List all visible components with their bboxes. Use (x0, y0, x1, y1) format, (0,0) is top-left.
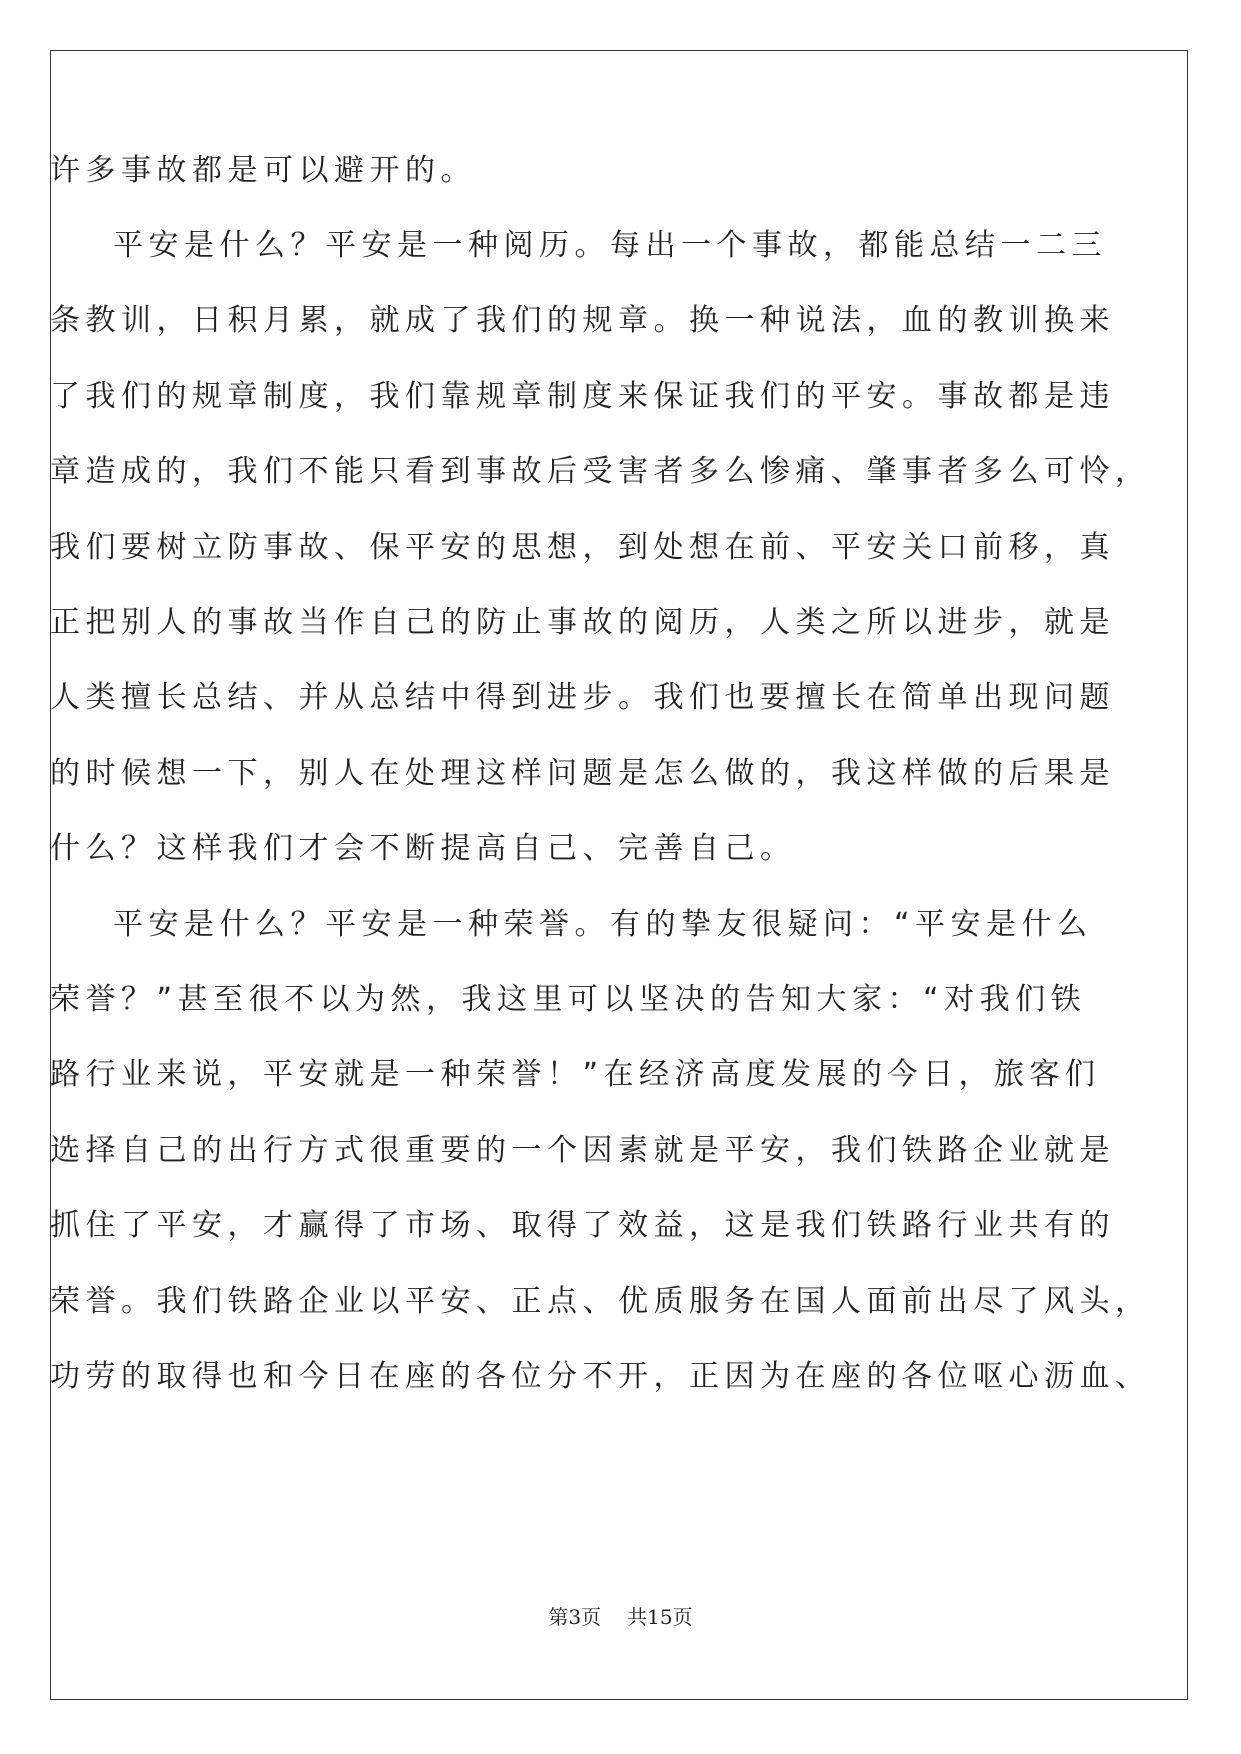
text-line: 荣誉？”甚至很不以为然，我这里可以坚决的告知大家：“对我们铁 (50, 982, 1087, 1017)
text-line: 选择自己的出行方式很重要的一个因素就是平安，我们铁路企业就是 (50, 1133, 1115, 1168)
text-line: 人类擅长总结、并从总结中得到进步。我们也要擅长在简单出现问题 (50, 680, 1115, 715)
text-line: 正把别人的事故当作自己的防止事故的阅历，人类之所以进步，就是 (50, 605, 1115, 640)
text-line: 抓住了平安，才赢得了市场、取得了效益，这是我们铁路行业共有的 (50, 1208, 1115, 1243)
text-line: 我们要树立防事故、保平安的思想，到处想在前、平安关口前移，真 (50, 530, 1115, 565)
text-line-paragraph-start: 平安是什么？平安是一种荣誉。有的挚友很疑问：“平安是什么 (113, 907, 1093, 942)
text-line: 功劳的取得也和今日在座的各位分不开，正因为在座的各位呕心沥血、 (50, 1359, 1151, 1394)
page-footer (0, 1604, 1241, 1630)
text-line: 什么？这样我们才会不断提高自己、完善自己。 (50, 831, 796, 866)
text-line: 章造成的，我们不能只看到事故后受害者多么惨痛、肇事者多么可怜， (50, 454, 1151, 489)
text-line: 路行业来说，平安就是一种荣誉！”在经济高度发展的今日，旅客们 (50, 1057, 1101, 1092)
text-line: 荣誉。我们铁路企业以平安、正点、优质服务在国人面前出尽了风头， (50, 1284, 1151, 1319)
page-number-current: 第3页 (548, 1605, 602, 1629)
text-line: 许多事故都是可以避开的。 (50, 153, 476, 188)
page-frame (50, 50, 1188, 1700)
page-number-total: 共15页 (627, 1605, 693, 1629)
text-line: 的时候想一下，别人在处理这样问题是怎么做的，我这样做的后果是 (50, 756, 1115, 791)
text-line: 条教训，日积月累，就成了我们的规章。换一种说法，血的教训换来 (50, 303, 1115, 338)
text-line: 了我们的规章制度，我们靠规章制度来保证我们的平安。事故都是违 (50, 379, 1115, 414)
text-line-paragraph-start: 平安是什么？平安是一种阅历。每出一个事故，都能总结一二三 (113, 228, 1107, 263)
